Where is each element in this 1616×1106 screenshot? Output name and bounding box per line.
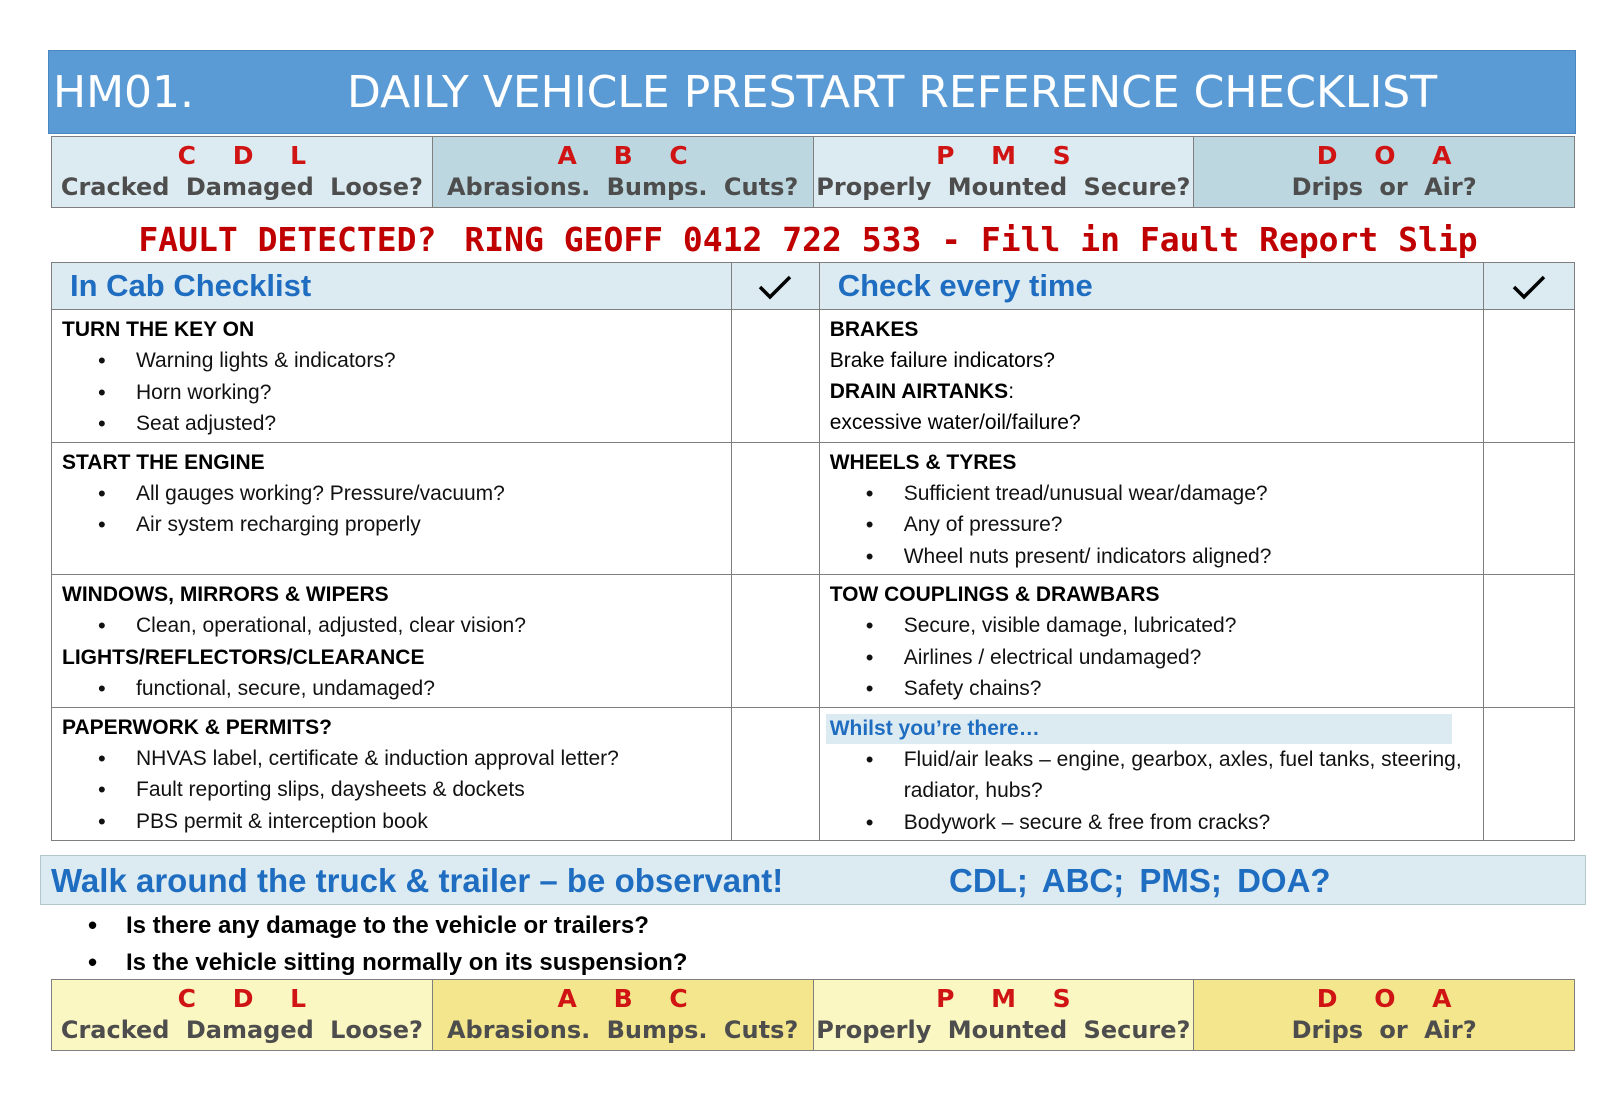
- code-words: Drips or Air?: [1291, 1016, 1477, 1044]
- whilst-highlight: Whilst you’re there…: [826, 714, 1452, 744]
- check-list: [62, 743, 721, 838]
- fault-question: FAULT DETECTED?: [138, 220, 437, 259]
- code-letters: C D L: [177, 984, 321, 1013]
- list-item: • Air system recharging properly: [62, 509, 721, 541]
- checklist-table: [51, 262, 1575, 841]
- table-row: [52, 442, 1575, 575]
- code-cell-cdl: [52, 137, 433, 207]
- code-letters: D O A: [1316, 984, 1466, 1013]
- list-item: • NHVAS label, certificate & induction approval letter?: [62, 743, 721, 775]
- walk-around-list: [40, 907, 687, 981]
- list-item: • Sufficient tread/unusual wear/damage?: [830, 478, 1473, 510]
- checklist-cell: [52, 310, 732, 443]
- walk-around-title: Walk around the truck & trailer – be observant!: [51, 862, 784, 899]
- list-item: • Warning lights & indicators?: [62, 345, 721, 377]
- code-letters: P M S: [936, 984, 1085, 1013]
- checklist-cell: [819, 310, 1483, 443]
- check-list: [62, 345, 721, 440]
- list-item: • Any of pressure?: [830, 509, 1473, 541]
- code-words: Cracked Damaged Loose?: [60, 1016, 423, 1044]
- walk-around-bar: [40, 855, 1586, 905]
- code-letters: D O A: [1316, 141, 1466, 170]
- list-item: • Wheel nuts present/ indicators aligned?: [830, 541, 1473, 573]
- check-list: [62, 478, 721, 541]
- code-cell-abc: [433, 137, 814, 207]
- section-heading: START THE ENGINE: [62, 450, 265, 474]
- check-list: [830, 610, 1473, 705]
- checklist-cell: [819, 575, 1483, 708]
- code-cell-doa: [1194, 137, 1574, 207]
- checklist-cell: [52, 442, 732, 575]
- list-item: • Secure, visible damage, lubricated?: [830, 610, 1473, 642]
- section-heading: TURN THE KEY ON: [62, 318, 255, 341]
- list-item: • Clean, operational, adjusted, clear vision?: [62, 610, 721, 642]
- checkmark-icon: [1511, 274, 1547, 300]
- tick-box[interactable]: [731, 575, 819, 708]
- code-words: Abrasions. Bumps. Cuts?: [446, 173, 799, 201]
- in-cab-header: In Cab Checklist: [52, 263, 732, 310]
- code-words: Abrasions. Bumps. Cuts?: [446, 1016, 799, 1044]
- code-legend-bottom: [51, 979, 1575, 1051]
- section-heading: WINDOWS, MIRRORS & WIPERS: [62, 583, 389, 606]
- section-heading: WHEELS & TYRES: [829, 450, 1017, 474]
- code-cell-abc: [433, 980, 814, 1050]
- section-heading: BRAKES: [829, 318, 919, 341]
- check-line: Brake failure indicators?: [829, 349, 1055, 372]
- checkmark-icon: [757, 274, 793, 300]
- page-title: DAILY VEHICLE PRESTART REFERENCE CHECKLIST: [347, 67, 1438, 118]
- table-header-row: [52, 263, 1575, 310]
- tick-box[interactable]: [1483, 707, 1574, 841]
- walk-around-codes: CDL; ABC; PMS; DOA?: [949, 862, 1331, 899]
- fault-notice: [0, 218, 1616, 262]
- list-item: • Fault reporting slips, daysheets & dockets: [62, 774, 721, 806]
- code-cell-pms: [814, 980, 1195, 1050]
- list-item: • functional, secure, undamaged?: [62, 673, 721, 705]
- check-line: excessive water/oil/failure?: [829, 411, 1081, 434]
- document-code: HM01.: [53, 67, 195, 118]
- fault-contact: RING GEOFF 0412 722 533 - Fill in Fault Report Slip: [464, 220, 1478, 259]
- table-row: [52, 575, 1575, 708]
- code-cell-cdl: [52, 980, 433, 1050]
- code-cell-doa: [1194, 980, 1574, 1050]
- list-item: • PBS permit & interception book: [62, 806, 721, 838]
- code-words: Drips or Air?: [1291, 173, 1477, 201]
- list-item: • Is there any damage to the vehicle or trailers?: [40, 907, 687, 944]
- code-words: Properly Mounted Secure?: [816, 173, 1191, 201]
- code-cell-pms: [814, 137, 1195, 207]
- code-letters: C D L: [177, 141, 321, 170]
- section-heading: DRAIN AIRTANKS: [829, 380, 1009, 403]
- code-letters: P M S: [936, 141, 1085, 170]
- checklist-cell: [819, 707, 1483, 841]
- tick-box[interactable]: [731, 442, 819, 575]
- tick-box[interactable]: [1483, 310, 1574, 443]
- list-item: • Safety chains?: [830, 673, 1473, 705]
- list-item: • Horn working?: [62, 377, 721, 409]
- checklist-cell: [52, 575, 732, 708]
- checklist-cell: [819, 442, 1483, 575]
- code-legend-top: [51, 136, 1575, 208]
- code-letters: A B C: [557, 141, 702, 170]
- list-item: • Fluid/air leaks – engine, gearbox, axles, fuel tanks, steering, radiator, hubs?: [830, 744, 1473, 807]
- check-list: [830, 478, 1473, 573]
- tick-box[interactable]: [731, 707, 819, 841]
- check-list: [62, 610, 721, 642]
- check-list: [830, 744, 1473, 839]
- code-words: Properly Mounted Secure?: [816, 1016, 1191, 1044]
- code-letters: A B C: [557, 984, 702, 1013]
- table-row: [52, 707, 1575, 841]
- check-list: [62, 673, 721, 705]
- list-item: • Is the vehicle sitting normally on its suspension?: [40, 944, 687, 981]
- tick-box[interactable]: [731, 310, 819, 443]
- tick-box[interactable]: [1483, 575, 1574, 708]
- list-item: • All gauges working? Pressure/vacuum?: [62, 478, 721, 510]
- list-item: • Bodywork – secure & free from cracks?: [830, 807, 1473, 839]
- title-bar: [48, 50, 1576, 134]
- tick-box[interactable]: [1483, 442, 1574, 575]
- table-row: [52, 310, 1575, 443]
- tick-column-header: [1483, 263, 1574, 310]
- section-heading: PAPERWORK & PERMITS?: [62, 715, 332, 739]
- list-item: • Airlines / electrical undamaged?: [830, 642, 1473, 674]
- code-words: Cracked Damaged Loose?: [60, 173, 423, 201]
- tick-column-header: [731, 263, 819, 310]
- checklist-cell: [52, 707, 732, 841]
- heading-suffix: :: [1008, 380, 1015, 403]
- section-heading: TOW COUPLINGS & DRAWBARS: [829, 583, 1160, 606]
- check-every-time-header: Check every time: [819, 263, 1483, 310]
- list-item: • Seat adjusted?: [62, 408, 721, 440]
- section-heading: LIGHTS/REFLECTORS/CLEARANCE: [62, 645, 425, 669]
